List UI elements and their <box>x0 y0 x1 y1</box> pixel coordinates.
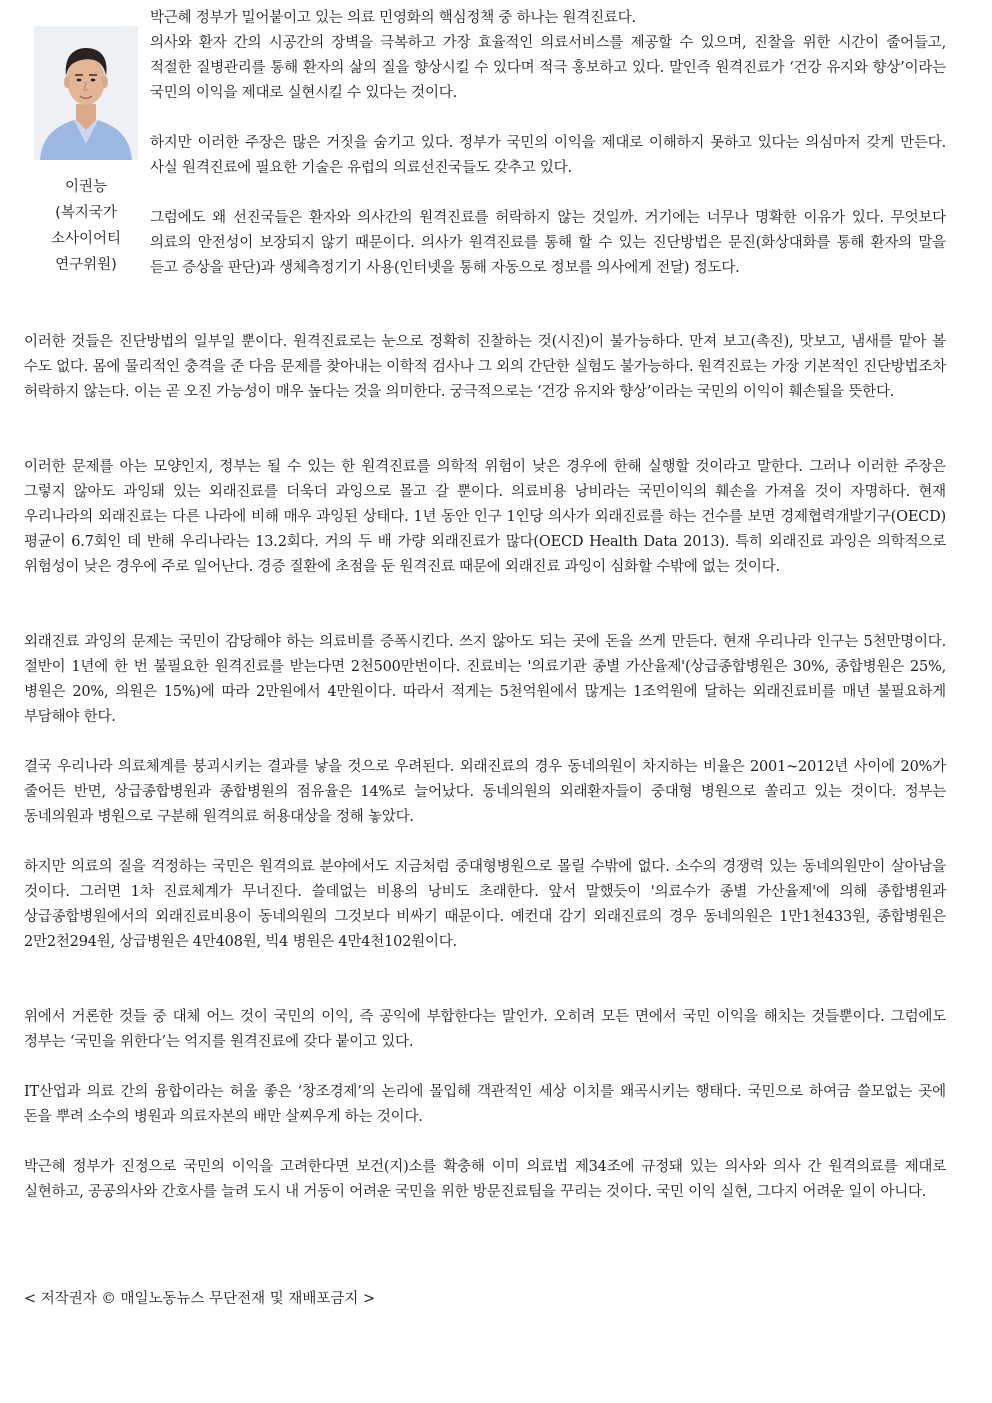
author-photo <box>34 26 138 160</box>
author-portrait-image <box>34 26 138 160</box>
author-affiliation-line: (복지국가 <box>55 205 117 221</box>
article-paragraph: 위에서 거론한 것들 중 대체 어느 것이 국민의 이익, 즉 공익에 부합한다는 말인가. 오히려 모든 면에서 국민 이익을 해치는 것들뿐이다. 그럼에도 정부는 ‘국민을 위한다’는 억지를 원격진료에 갖다 붙이고 있다. <box>24 1009 946 1050</box>
article-paragraph: 결국 우리나라 의료체계를 붕괴시키는 결과를 낳을 것으로 우려된다. 외래진료의 경우 동네의원이 차지하는 비율은 2001~2012년 사이에 20%가 줄어든 반면, 상급종합병원과 종합병원의 점유율은 14%로 늘어났다. 동네의원의 외래환자들이 중대형 병원으로 쏠리고 있는 것이다. 정부는 동네의원과 병원으로 구분해 원격의료 허용대상을 정해 놓았다. <box>24 759 946 825</box>
author-name: 이권능 <box>64 179 108 195</box>
author-affiliation-line: 소사이어티 <box>50 231 122 247</box>
article-paragraph: 하지만 의료의 질을 걱정하는 국민은 원격의료 분야에서도 지금처럼 중대형병원으로 몰릴 수밖에 없다. 소수의 경쟁력 있는 동네의원만이 살아남을 것이다. 그러면 1차 진료체계가 무너진다. 쓸데없는 비용의 낭비도 초래한다. 앞서 말했듯이 '의료수가 종별 가산율제'에 의해 종합병원과 상급종합병원에서의 외래진료비용이 동네의원의 그것보다 비싸기 때문이다. 예컨대 감기 외래진료의 경우 동네의원은 1만1천433원, 종합병원은 2만2천294원, 상급병원은 4만408원, 빅4 병원은 4만4천102원이다. <box>24 859 946 950</box>
article-paragraph: IT산업과 의료 간의 융합이라는 허울 좋은 ‘창조경제’의 논리에 몰입해 객관적인 세상 이치를 왜곡시키는 행태다. 국민으로 하여금 쓸모없는 곳에 돈을 뿌려 소수의 병원과 의료자본의 배만 살찌우게 하는 것이다. <box>24 1084 946 1125</box>
article-paragraph: 박근혜 정부가 밀어붙이고 있는 의료 민영화의 핵심정책 중 하나는 원격진료다. <box>150 10 636 26</box>
article-paragraph: 외래진료 과잉의 문제는 국민이 감당해야 하는 의료비를 증폭시킨다. 쓰지 않아도 되는 곳에 돈을 쓰게 만든다. 현재 우리나라 인구는 5천만명이다. 절반이 1년에 한 번 불필요한 원격진료를 받는다면 2천500만번이다. 진료비는 '의료기관 종별 가산율제'(상급종합병원은 30%, 종합병원은 25%, 병원은 20%, 의원은 15%)에 따라 2만원에서 4만원이다. 따라서 적게는 5천억원에서 많게는 1조억원에 달하는 외래진료비를 매년 불필요하게 부담해야 한다. <box>24 634 946 725</box>
copyright-notice: < 저작권자 © 매일노동뉴스 무단전재 및 재배포금지 > <box>24 1291 376 1307</box>
article-paragraph: 하지만 이러한 주장은 많은 거짓을 숨기고 있다. 정부가 국민의 이익을 제대로 이해하지 못하고 있다는 의심마저 갖게 만든다. 사실 원격진료에 필요한 기술은 유럽의 의료선진국들도 갖추고 있다. <box>150 135 946 176</box>
author-affiliation-line: 연구위원) <box>55 257 117 273</box>
article-paragraph: 이러한 문제를 아는 모양인지, 정부는 될 수 있는 한 원격진료를 의학적 위험이 낮은 경우에 한해 실행할 것이라고 말한다. 그러나 이러한 주장은 그렇지 않아도 과잉돼 있는 외래진료를 더욱더 과잉으로 몰고 갈 뿐이다. 의료비용 낭비라는 국민이익의 훼손을 가져올 것이 자명하다. 현재 우리나라의 외래진료는 다른 나라에 비해 매우 과잉된 상태다. 1년 동안 인구 1인당 의사가 외래진료를 하는 건수를 보면 경제협력개발기구(OECD) 평균이 6.7회인 데 반해 우리나라는 13.2회다. 거의 두 배 가량 외래진료가 많다(OECD Health Data 2013). 특히 외래진료 과잉은 의학적으로 위험성이 낮은 경우에 주로 일어난다. 경증 질환에 초점을 둔 원격진료 때문에 외래진료 과잉이 심화할 수밖에 없는 것이다. <box>24 459 946 575</box>
author-byline <box>34 174 138 278</box>
article-paragraph: 그럼에도 왜 선진국들은 환자와 의사간의 원격진료를 허락하지 않는 것일까. 거기에는 너무나 명확한 이유가 있다. 무엇보다 의료의 안전성이 보장되지 않기 때문이다. 의사가 원격진료를 통해 할 수 있는 진단방법은 문진(화상대화를 통해 환자의 말을 듣고 증상을 판단)과 생체측정기기 사용(인터넷을 통해 자동으로 정보를 의사에게 전달) 정도다. <box>150 210 946 276</box>
article-paragraph: 이러한 것들은 진단방법의 일부일 뿐이다. 원격진료로는 눈으로 정확히 진찰하는 것(시진)이 불가능하다. 만져 보고(촉진), 맛보고, 냄새를 맡아 볼 수도 없다. 몸에 물리적인 충격을 준 다음 문제를 찾아내는 이학적 검사나 그 외의 간단한 실험도 불가능하다. 원격진료는 가장 기본적인 진단방법조차 허락하지 않는다. 이는 곧 오진 가능성이 매우 높다는 것을 의미한다. 궁극적으로는 ‘건강 유지와 향상’이라는 국민의 이익이 훼손될을 뜻한다. <box>24 334 946 400</box>
article-paragraph: 박근혜 정부가 진정으로 국민의 이익을 고려한다면 보건(지)소를 확충해 이미 의료법 제34조에 규정돼 있는 의사와 의사 간 원격의료를 제대로 실현하고, 공공의사와 간호사를 늘려 도시 내 거동이 어려운 국민을 위한 방문진료팀을 꾸리는 것이다. 국민 이익 실현, 그다지 어려운 일이 아니다. <box>24 1159 946 1200</box>
article-paragraph: 의사와 환자 간의 시공간의 장벽을 극복하고 가장 효율적인 의료서비스를 제공할 수 있으며, 진찰을 위한 시간이 줄어들고, 적절한 질병관리를 통해 환자의 삶의 질을 향상시킬 수 있다며 적극 홍보하고 있다. 말인즉 원격진료가 ‘건강 유지와 향상’이라는 국민의 이익을 제대로 실현시킬 수 있다는 것이다. <box>150 35 946 101</box>
